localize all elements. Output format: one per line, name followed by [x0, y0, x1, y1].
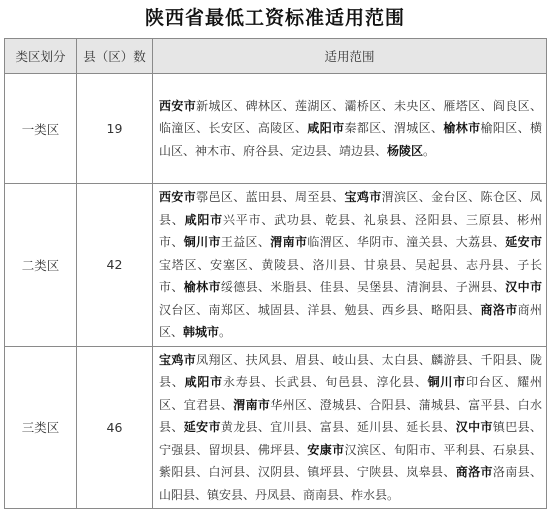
district-list: 镇巴县、宁强县、留坝县、佛坪县、	[159, 420, 542, 457]
district-list: 秦都区、渭城区、	[344, 121, 444, 136]
city-name: 榆林市	[183, 280, 221, 294]
city-name: 宝鸡市	[159, 352, 197, 367]
row-class: 一类区	[5, 74, 77, 184]
district-list: 兴平市、武功县、乾县、礼泉县、泾阳县、三原县、彬州市、	[159, 212, 542, 249]
district-list: 榆阳区、横山区、神木市、府谷县、定边县、靖边县、	[159, 121, 542, 158]
district-list: 洛南县、山阳县、镇安县、丹凤县、商南县、柞水县。	[159, 465, 542, 502]
district-list: 永寿县、长武县、旬邑县、淳化县、	[222, 375, 428, 389]
district-list: 临渭区、华阴市、潼关县、大荔县、	[307, 235, 506, 249]
city-name: 铜川市	[427, 375, 466, 389]
row-scope	[153, 346, 547, 509]
row-class: 三类区	[5, 346, 77, 509]
city-name: 咸阳市	[184, 212, 223, 227]
header-scope: 适用范围	[153, 39, 547, 74]
city-name: 咸阳市	[184, 375, 223, 389]
city-name: 汉中市	[455, 420, 493, 434]
header-class: 类区划分	[5, 39, 77, 74]
row-scope	[153, 74, 547, 184]
city-name: 延安市	[505, 235, 542, 249]
row-scope	[153, 184, 547, 347]
district-list: 鄠邑区、蓝田县、周至县、	[196, 190, 345, 204]
city-name: 咸阳市	[307, 121, 345, 136]
city-name: 商洛市	[480, 302, 518, 317]
city-name: 汉中市	[505, 280, 542, 294]
district-list: 宝塔区、安塞区、黄陵县、洛川县、甘泉县、吴起县、志丹县、子长市、	[159, 257, 542, 294]
row-count: 42	[77, 184, 153, 347]
district-list: 渭滨区、金台区、陈仓区、凤县、	[159, 190, 542, 227]
district-list: 凤翔区、扶风县、眉县、岐山县、太白县、麟游县、千阳县、陇县、	[159, 352, 542, 389]
district-list: 印台区、耀州区、宜君县、	[159, 375, 542, 412]
city-name: 渭南市	[233, 397, 271, 412]
district-list: 华州区、澄城县、合阳县、蒲城县、富平县、白水县、	[159, 397, 542, 434]
city-name: 安康市	[307, 442, 345, 457]
page-title: 陕西省最低工资标准适用范围	[144, 7, 405, 29]
city-name: 铜川市	[183, 235, 221, 249]
row-count: 19	[77, 74, 153, 184]
district-list: 。	[219, 325, 232, 339]
district-list: 商州区、	[159, 302, 542, 339]
table-row	[5, 184, 547, 347]
city-name: 延安市	[183, 420, 221, 434]
table-row	[5, 74, 547, 184]
district-list: 黄龙县、宜川县、富县、延川县、延长县、	[220, 420, 456, 434]
city-name: 榆林市	[443, 121, 481, 136]
district-list: 。	[423, 143, 436, 158]
city-name: 宝鸡市	[344, 190, 382, 204]
city-name: 韩城市	[183, 325, 220, 339]
header-count: 县（区）数	[77, 39, 153, 74]
district-list: 新城区、碑林区、莲湖区、灞桥区、未央区、雁塔区、阎良区、临潼区、长安区、高陵区、	[159, 98, 542, 136]
city-name: 西安市	[159, 98, 197, 113]
city-name: 商洛市	[455, 465, 493, 479]
district-list: 汉台区、南郑区、城固县、洋县、勉县、西乡县、略阳县、	[159, 302, 481, 317]
city-name: 西安市	[159, 190, 197, 204]
city-name: 渭南市	[270, 235, 308, 249]
district-list: 王益区、	[220, 235, 271, 249]
district-list: 汉滨区、旬阳市、平利县、石泉县、紫阳县、白河县、汉阴县、镇坪县、宁陕县、岚皋县、	[159, 442, 542, 479]
table-row	[5, 346, 547, 509]
city-name: 杨陵区	[387, 143, 424, 158]
table-header-row	[5, 39, 547, 74]
wage-table	[4, 38, 547, 509]
district-list: 绥德县、米脂县、佳县、吴堡县、清涧县、子洲县、	[220, 280, 506, 294]
row-count: 46	[77, 346, 153, 509]
row-class: 二类区	[5, 184, 77, 347]
